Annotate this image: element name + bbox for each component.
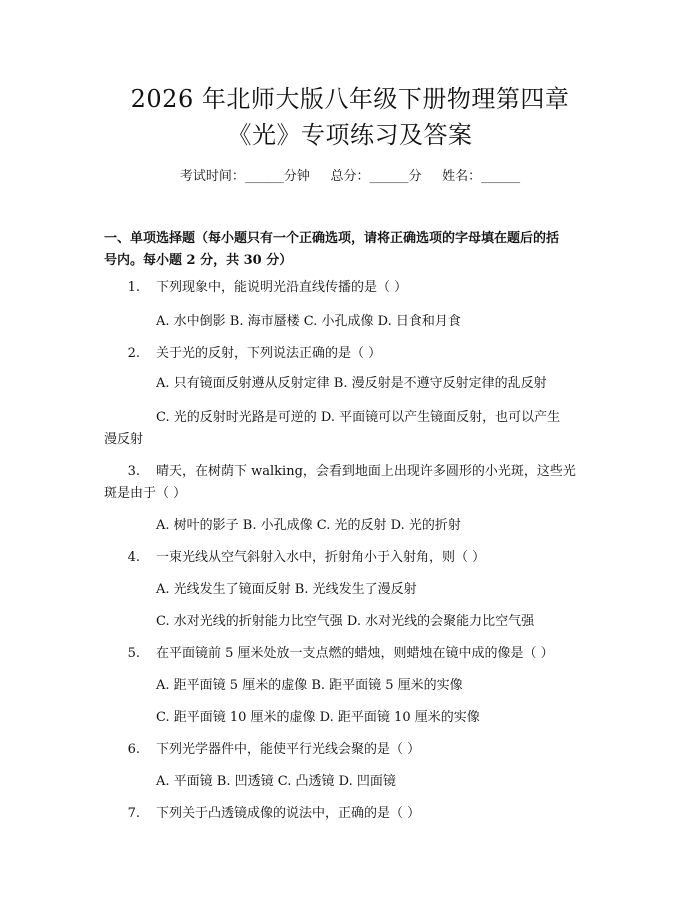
question-5-options-1 bbox=[104, 675, 604, 697]
option-line: A. 只有镜面反射遵从反射定律 B. 漫反射是不遵守反射定律的乱反射 bbox=[156, 376, 547, 391]
option-line: C. 光的反射时光路是可逆的 D. 平面镜可以产生镜面反射，也可以产生 bbox=[156, 410, 561, 425]
section-heading-line-1: 一、单项选择题（每小题只有一个正确选项，请将正确选项的字母填在题后的括 bbox=[104, 231, 560, 246]
question-number: 2. bbox=[127, 346, 140, 361]
option-line: A. 距平面镜 5 厘米的虚像 B. 距平面镜 5 厘米的实像 bbox=[156, 678, 463, 693]
section-heading-line-2: 号内。每小题 2 分，共 30 分） bbox=[104, 253, 293, 268]
question-stem: 下列关于凸透镜成像的说法中，正确的是（ ） bbox=[156, 806, 421, 821]
question-5-options-2 bbox=[104, 707, 604, 729]
question-3-options bbox=[104, 515, 604, 537]
section-heading bbox=[104, 228, 604, 272]
question-number: 5. bbox=[127, 646, 140, 661]
question-number: 3. bbox=[127, 464, 140, 479]
question-stem: 下列现象中，能说明光沿直线传播的是（ ） bbox=[156, 280, 408, 295]
question-stem: 一束光线从空气斜射入水中，折射角小于入射角，则（ ） bbox=[156, 550, 486, 565]
question-number: 1. bbox=[127, 280, 140, 295]
question-stem: 晴天，在树荫下 walking，会看到地面上出现许多圆形的小光斑，这些光 bbox=[156, 464, 576, 479]
title-line-2: 《光》专项练习及答案 bbox=[227, 121, 473, 149]
question-2-options-1 bbox=[104, 373, 604, 395]
question-number: 7. bbox=[127, 806, 140, 821]
option-line: A. 水中倒影 B. 海市蜃楼 C. 小孔成像 D. 日食和月食 bbox=[156, 314, 461, 329]
title-line-1: 2026 年北师大版八年级下册物理第四章 bbox=[130, 85, 570, 113]
option-line: C. 距平面镜 10 厘米的虚像 D. 距平面镜 10 厘米的实像 bbox=[156, 710, 480, 725]
question-4-options-2 bbox=[104, 611, 604, 633]
question-5 bbox=[104, 643, 604, 665]
exam-meta: 考试时间：______分钟 总分：______分 姓名：______ bbox=[179, 169, 521, 184]
question-4 bbox=[104, 547, 604, 569]
question-stem: 下列光学器件中，能使平行光线会聚的是（ ） bbox=[156, 742, 421, 757]
question-4-options-1 bbox=[104, 579, 604, 601]
option-line: A. 平面镜 B. 凹透镜 C. 凸透镜 D. 凹面镜 bbox=[156, 774, 396, 789]
question-stem: 在平面镜前 5 厘米处放一支点燃的蜡烛，则蜡烛在镜中成的像是（ ） bbox=[156, 646, 554, 661]
option-line: C. 水对光线的折射能力比空气强 D. 水对光线的会聚能力比空气强 bbox=[156, 614, 535, 629]
question-number: 4. bbox=[127, 550, 140, 565]
question-2 bbox=[104, 343, 604, 365]
question-stem-line-2: 斑是由于（ ） bbox=[104, 486, 187, 501]
question-3-stem-cont bbox=[104, 483, 604, 505]
question-stem: 关于光的反射，下列说法正确的是（ ） bbox=[156, 346, 382, 361]
question-number: 6. bbox=[127, 742, 140, 757]
question-6 bbox=[104, 739, 604, 761]
question-2-options-3 bbox=[104, 429, 604, 451]
question-1-options bbox=[104, 311, 604, 333]
question-6-options bbox=[104, 771, 604, 793]
question-1 bbox=[104, 277, 604, 299]
option-line: 漫反射 bbox=[104, 432, 144, 447]
question-3 bbox=[104, 461, 604, 483]
question-7 bbox=[104, 803, 604, 825]
option-line: A. 光线发生了镜面反射 B. 光线发生了漫反射 bbox=[156, 582, 417, 597]
question-2-options-2 bbox=[104, 407, 604, 429]
option-line: A. 树叶的影子 B. 小孔成像 C. 光的反射 D. 光的折射 bbox=[156, 518, 461, 533]
